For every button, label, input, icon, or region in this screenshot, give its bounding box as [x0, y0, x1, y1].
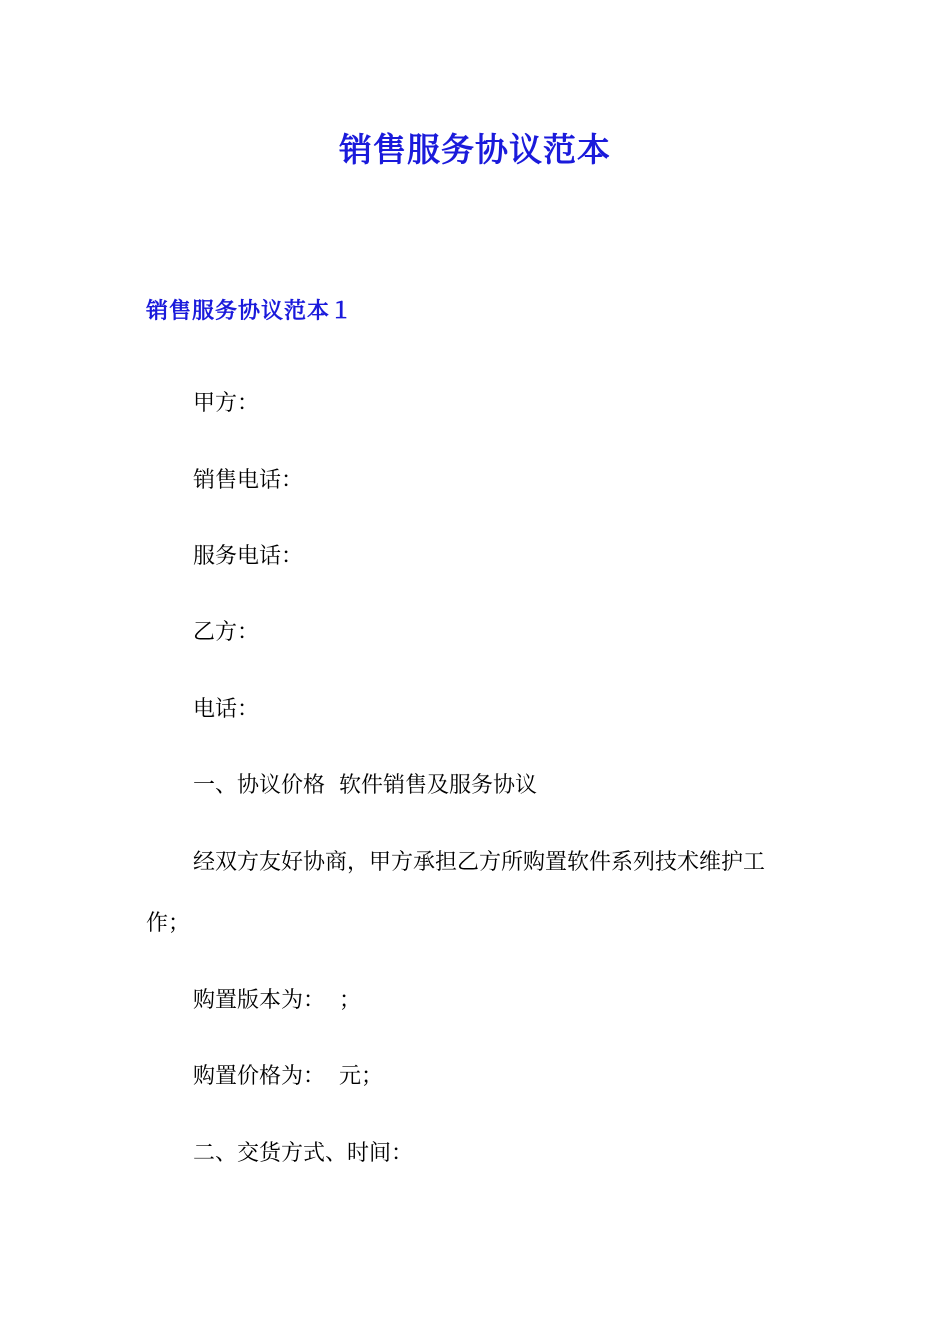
clause-one-body-continued: 作；: [146, 911, 191, 936]
service-phone-line: 服务电话：: [193, 544, 304, 569]
party-b-line: 乙方：: [193, 620, 260, 645]
purchase-version-line: 购置版本为： ；: [193, 988, 361, 1013]
sales-phone-line: 销售电话：: [193, 468, 304, 493]
clause-two-heading: 二、交货方式、时间：: [193, 1141, 414, 1166]
purchase-price-line: 购置价格为： 元；: [193, 1064, 383, 1089]
clause-one-heading: 一、协议价格 软件销售及服务协议: [193, 773, 537, 798]
party-a-line: 甲方：: [193, 391, 260, 416]
phone-line: 电话：: [193, 697, 260, 722]
document-title: 销售服务协议范本: [339, 130, 611, 169]
section-heading: 销售服务协议范本１: [146, 299, 354, 324]
clause-one-body: 经双方友好协商，甲方承担乙方所购置软件系列技术维护工: [193, 850, 766, 875]
